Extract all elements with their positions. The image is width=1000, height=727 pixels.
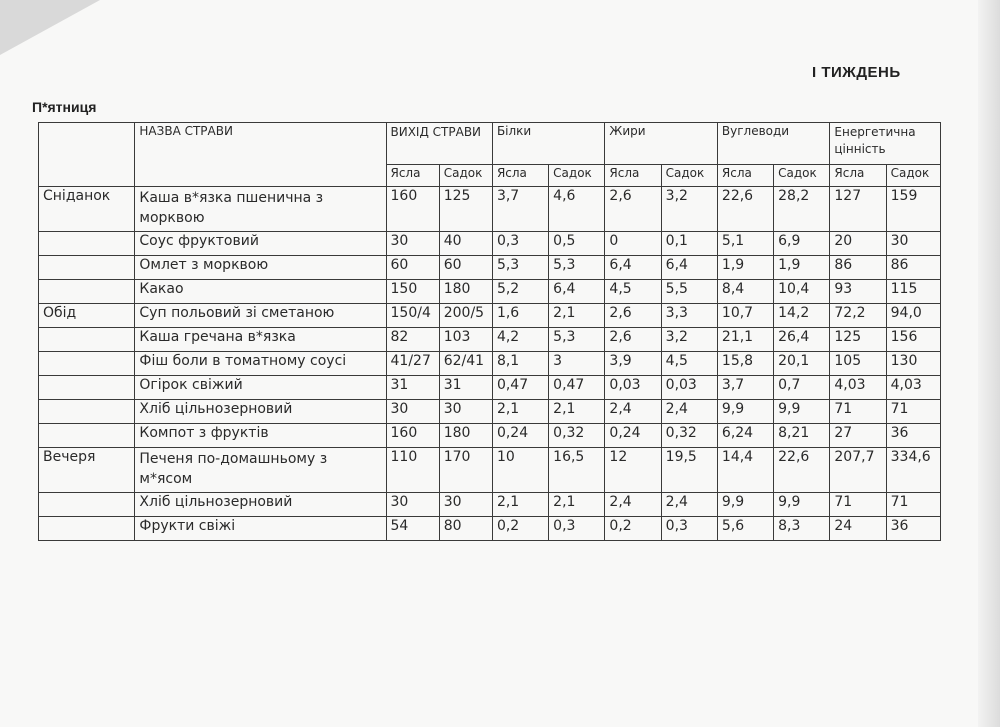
dish-cell: Печеня по-домашньому з м*ясом	[135, 448, 386, 493]
value-cell: 30	[439, 493, 492, 517]
value-cell: 30	[386, 400, 439, 424]
value-cell: 1,6	[492, 304, 548, 328]
meal-cell	[39, 280, 135, 304]
meal-cell	[39, 328, 135, 352]
table-row	[39, 328, 941, 352]
value-cell: 71	[830, 400, 886, 424]
value-cell: 41/27	[386, 352, 439, 376]
meal-cell	[39, 517, 135, 541]
value-cell: 6,9	[774, 232, 830, 256]
page-corner-fold	[0, 0, 100, 55]
value-cell: 5,3	[492, 256, 548, 280]
subheader-kindergarten: Садок	[661, 165, 717, 187]
subheader-nursery: Ясла	[717, 165, 773, 187]
value-cell: 0,03	[605, 376, 661, 400]
dish-cell: Каша в*язка пшенична з морквою	[135, 187, 386, 232]
value-cell: 28,2	[774, 187, 830, 232]
page-edge-shadow	[978, 0, 1000, 727]
value-cell: 27	[830, 424, 886, 448]
value-cell: 3,7	[492, 187, 548, 232]
dish-cell: Какао	[135, 280, 386, 304]
fat-header: Жири	[605, 123, 717, 165]
week-title: I ТИЖДЕНЬ	[812, 64, 901, 81]
value-cell: 5,5	[661, 280, 717, 304]
value-cell: 2,1	[549, 304, 605, 328]
value-cell: 0,2	[492, 517, 548, 541]
table-row	[39, 304, 941, 328]
value-cell: 103	[439, 328, 492, 352]
value-cell: 8,3	[774, 517, 830, 541]
value-cell: 127	[830, 187, 886, 232]
value-cell: 160	[386, 424, 439, 448]
value-cell: 4,5	[605, 280, 661, 304]
value-cell: 62/41	[439, 352, 492, 376]
dish-cell: Соус фруктовий	[135, 232, 386, 256]
value-cell: 26,4	[774, 328, 830, 352]
output-header: ВИХІД СТРАВИ	[386, 123, 492, 165]
dish-name-header: НАЗВА СТРАВИ	[135, 123, 386, 187]
value-cell: 6,24	[717, 424, 773, 448]
value-cell: 180	[439, 424, 492, 448]
value-cell: 2,6	[605, 328, 661, 352]
value-cell: 80	[439, 517, 492, 541]
value-cell: 0,24	[492, 424, 548, 448]
value-cell: 2,1	[549, 493, 605, 517]
value-cell: 4,03	[830, 376, 886, 400]
dish-cell: Компот з фруктів	[135, 424, 386, 448]
dish-cell: Омлет з морквою	[135, 256, 386, 280]
subheader-kindergarten: Садок	[886, 165, 940, 187]
subheader-nursery: Ясла	[492, 165, 548, 187]
value-cell: 5,1	[717, 232, 773, 256]
table-row	[39, 232, 941, 256]
value-cell: 0,32	[661, 424, 717, 448]
value-cell: 3,3	[661, 304, 717, 328]
value-cell: 0,3	[492, 232, 548, 256]
subheader-nursery: Ясла	[605, 165, 661, 187]
table-row	[39, 352, 941, 376]
value-cell: 207,7	[830, 448, 886, 493]
value-cell: 10,4	[774, 280, 830, 304]
value-cell: 0,3	[549, 517, 605, 541]
value-cell: 3,9	[605, 352, 661, 376]
meal-cell	[39, 493, 135, 517]
value-cell: 0,2	[605, 517, 661, 541]
value-cell: 6,4	[605, 256, 661, 280]
value-cell: 31	[439, 376, 492, 400]
value-cell: 30	[386, 232, 439, 256]
dish-cell: Хліб цільнозерновий	[135, 400, 386, 424]
day-title: П*ятниця	[32, 99, 97, 115]
dish-cell: Суп польовий зі сметаною	[135, 304, 386, 328]
value-cell: 14,2	[774, 304, 830, 328]
value-cell: 20	[830, 232, 886, 256]
value-cell: 4,6	[549, 187, 605, 232]
value-cell: 2,1	[492, 493, 548, 517]
value-cell: 93	[830, 280, 886, 304]
protein-header: Білки	[492, 123, 604, 165]
value-cell: 4,5	[661, 352, 717, 376]
value-cell: 5,3	[549, 256, 605, 280]
value-cell: 334,6	[886, 448, 940, 493]
subheader-kindergarten: Садок	[774, 165, 830, 187]
value-cell: 94,0	[886, 304, 940, 328]
value-cell: 9,9	[717, 493, 773, 517]
value-cell: 125	[439, 187, 492, 232]
value-cell: 5,3	[549, 328, 605, 352]
value-cell: 150	[386, 280, 439, 304]
value-cell: 0,1	[661, 232, 717, 256]
value-cell: 3,2	[661, 328, 717, 352]
table-header-row	[39, 123, 941, 165]
value-cell: 30	[886, 232, 940, 256]
value-cell: 2,4	[605, 493, 661, 517]
value-cell: 8,1	[492, 352, 548, 376]
value-cell: 36	[886, 517, 940, 541]
value-cell: 0,24	[605, 424, 661, 448]
value-cell: 40	[439, 232, 492, 256]
value-cell: 60	[386, 256, 439, 280]
value-cell: 86	[830, 256, 886, 280]
table-row	[39, 280, 941, 304]
value-cell: 60	[439, 256, 492, 280]
value-cell: 115	[886, 280, 940, 304]
table-row	[39, 424, 941, 448]
value-cell: 86	[886, 256, 940, 280]
value-cell: 0,32	[549, 424, 605, 448]
value-cell: 3,7	[717, 376, 773, 400]
value-cell: 150/4	[386, 304, 439, 328]
table-row	[39, 517, 941, 541]
value-cell: 15,8	[717, 352, 773, 376]
value-cell: 71	[886, 400, 940, 424]
value-cell: 2,6	[605, 187, 661, 232]
value-cell: 200/5	[439, 304, 492, 328]
meal-cell	[39, 424, 135, 448]
meal-cell	[39, 400, 135, 424]
value-cell: 9,9	[774, 493, 830, 517]
value-cell: 10	[492, 448, 548, 493]
table-row	[39, 256, 941, 280]
meal-cell: Обід	[39, 304, 135, 328]
meal-header	[39, 123, 135, 187]
value-cell: 180	[439, 280, 492, 304]
value-cell: 72,2	[830, 304, 886, 328]
meal-cell: Сніданок	[39, 187, 135, 232]
value-cell: 6,4	[661, 256, 717, 280]
meal-cell: Вечеря	[39, 448, 135, 493]
dish-cell: Фрукти свіжі	[135, 517, 386, 541]
subheader-kindergarten: Садок	[439, 165, 492, 187]
value-cell: 10,7	[717, 304, 773, 328]
value-cell: 0,7	[774, 376, 830, 400]
table-row	[39, 493, 941, 517]
value-cell: 156	[886, 328, 940, 352]
subheader-kindergarten: Садок	[549, 165, 605, 187]
value-cell: 2,4	[605, 400, 661, 424]
value-cell: 0	[605, 232, 661, 256]
value-cell: 2,4	[661, 493, 717, 517]
value-cell: 110	[386, 448, 439, 493]
value-cell: 9,9	[774, 400, 830, 424]
meal-cell	[39, 376, 135, 400]
value-cell: 2,6	[605, 304, 661, 328]
value-cell: 71	[886, 493, 940, 517]
value-cell: 8,4	[717, 280, 773, 304]
value-cell: 170	[439, 448, 492, 493]
table-row	[39, 187, 941, 232]
value-cell: 0,03	[661, 376, 717, 400]
value-cell: 30	[386, 493, 439, 517]
value-cell: 16,5	[549, 448, 605, 493]
table-row	[39, 448, 941, 493]
value-cell: 19,5	[661, 448, 717, 493]
value-cell: 22,6	[717, 187, 773, 232]
value-cell: 20,1	[774, 352, 830, 376]
energy-header: Енергетична цінність	[830, 123, 941, 165]
value-cell: 1,9	[717, 256, 773, 280]
value-cell: 0,47	[549, 376, 605, 400]
value-cell: 2,4	[661, 400, 717, 424]
value-cell: 0,47	[492, 376, 548, 400]
value-cell: 1,9	[774, 256, 830, 280]
dish-cell: Каша гречана в*язка	[135, 328, 386, 352]
value-cell: 12	[605, 448, 661, 493]
value-cell: 2,1	[549, 400, 605, 424]
value-cell: 2,1	[492, 400, 548, 424]
dish-cell: Хліб цільнозерновий	[135, 493, 386, 517]
value-cell: 22,6	[774, 448, 830, 493]
value-cell: 31	[386, 376, 439, 400]
value-cell: 0,3	[661, 517, 717, 541]
meal-cell	[39, 352, 135, 376]
subheader-nursery: Ясла	[830, 165, 886, 187]
value-cell: 71	[830, 493, 886, 517]
value-cell: 105	[830, 352, 886, 376]
value-cell: 6,4	[549, 280, 605, 304]
meal-cell	[39, 232, 135, 256]
value-cell: 160	[386, 187, 439, 232]
subheader-nursery: Ясла	[386, 165, 439, 187]
value-cell: 54	[386, 517, 439, 541]
value-cell: 159	[886, 187, 940, 232]
value-cell: 4,03	[886, 376, 940, 400]
meal-cell	[39, 256, 135, 280]
value-cell: 82	[386, 328, 439, 352]
value-cell: 0,5	[549, 232, 605, 256]
value-cell: 9,9	[717, 400, 773, 424]
value-cell: 5,6	[717, 517, 773, 541]
menu-table	[38, 122, 941, 541]
table-row	[39, 400, 941, 424]
value-cell: 30	[439, 400, 492, 424]
value-cell: 8,21	[774, 424, 830, 448]
value-cell: 24	[830, 517, 886, 541]
value-cell: 5,2	[492, 280, 548, 304]
carbs-header: Вуглеводи	[717, 123, 829, 165]
dish-cell: Фіш боли в томатному соусі	[135, 352, 386, 376]
dish-cell: Огірок свіжий	[135, 376, 386, 400]
value-cell: 21,1	[717, 328, 773, 352]
value-cell: 3	[549, 352, 605, 376]
table-row	[39, 376, 941, 400]
value-cell: 125	[830, 328, 886, 352]
value-cell: 4,2	[492, 328, 548, 352]
value-cell: 3,2	[661, 187, 717, 232]
value-cell: 14,4	[717, 448, 773, 493]
value-cell: 36	[886, 424, 940, 448]
value-cell: 130	[886, 352, 940, 376]
